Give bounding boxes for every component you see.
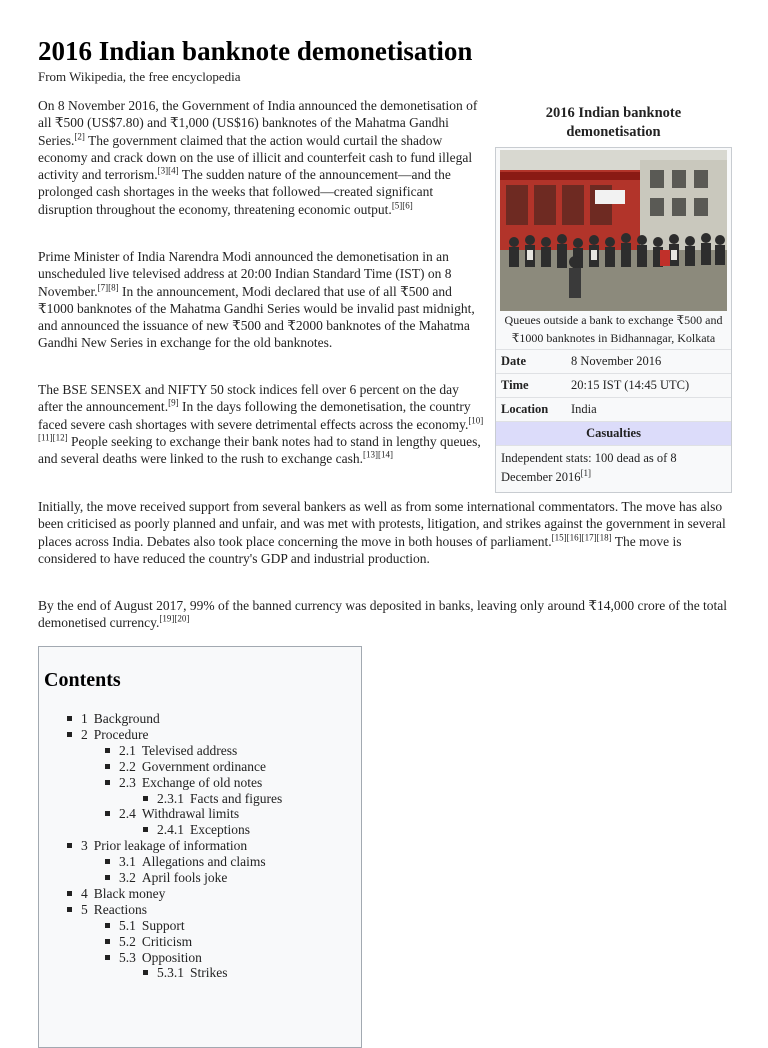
paragraph-deposits: [38, 597, 732, 632]
citation-link[interactable]: [13][14]: [363, 449, 394, 460]
toc-number: 5.1: [119, 917, 136, 933]
toc-number: 1: [81, 711, 88, 726]
toc-item-5[interactable]: [67, 902, 147, 918]
infobox-photo[interactable]: [500, 150, 727, 311]
infobox-casualties: [496, 445, 731, 492]
toc-number: 2.1: [119, 742, 136, 758]
toc-label: Televised address: [141, 742, 238, 758]
bullet-icon: [143, 970, 148, 975]
toc-label: Government ordinance: [141, 758, 266, 774]
toc-label: Support: [141, 917, 185, 933]
toc-number: 2.3: [119, 774, 136, 790]
bullet-icon: [105, 780, 110, 785]
toc-label: April fools joke: [141, 870, 228, 885]
citation-link[interactable]: [7][8]: [97, 282, 119, 293]
infobox-casualties-header: Casualties: [496, 421, 731, 445]
casualties-text: Independent stats: 100 dead as of 8 December 2016: [501, 451, 677, 484]
paragraph-text: People seeking to exchange their bank notes had to stand in lengthy queues, and several deaths were linked to the rush to exchange cash.: [38, 433, 481, 467]
bullet-icon: [105, 764, 110, 769]
bullet-icon: [105, 748, 110, 753]
toc-label: Prior leakage of information: [93, 838, 248, 854]
paragraph-text: Prime Minister of India Narendra Modi announced the demonetisation in an unscheduled live televised address at 20:00 Indian Standard Time (IST) on 8 November.: [38, 249, 452, 299]
toc-item-2-2[interactable]: [105, 759, 266, 775]
bullet-icon: [143, 827, 148, 832]
toc-number: 2.3.1: [157, 790, 184, 806]
citation-link[interactable]: [1]: [580, 467, 591, 478]
bullet-icon: [105, 939, 110, 944]
toc-item-5-1[interactable]: [105, 918, 185, 934]
toc-item-2-3[interactable]: [105, 775, 262, 791]
citation-link[interactable]: [15][16][17][18]: [551, 532, 612, 543]
paragraph-text: In the days following the demonetisation, the country faced severe cash shortages with severe detrimental effects across the economy.: [38, 399, 471, 432]
paragraph-markets: [38, 381, 484, 467]
toc-number: 2.2: [119, 758, 136, 774]
toc-number: 5.2: [119, 933, 136, 949]
bullet-icon: [67, 891, 72, 896]
citation-link[interactable]: [19][20]: [159, 613, 190, 624]
citation-link[interactable]: [3][4]: [157, 165, 179, 176]
infobox-label: Time: [501, 378, 529, 392]
bullet-icon: [105, 923, 110, 928]
infobox-row-location: [496, 397, 731, 421]
citation-link[interactable]: [5][6]: [391, 200, 413, 211]
toc-number: 5: [81, 901, 88, 917]
toc-number: 2.4.1: [157, 822, 184, 838]
toc-label: Strikes: [190, 965, 228, 981]
citation-link[interactable]: [9]: [168, 397, 179, 408]
toc-number: 3.2: [119, 870, 136, 885]
toc-item-1[interactable]: [67, 711, 160, 727]
paragraph-intro: [38, 97, 484, 218]
paragraph-text: By the end of August 2017, 99% of the banned currency was deposited in banks, leaving only around ₹14,000 crore of the total demonetised currency.: [38, 598, 728, 631]
infobox-title: 2016 Indian banknote demonetisation: [545, 105, 682, 140]
bullet-icon: [105, 955, 110, 960]
toc-title: Contents: [44, 669, 121, 691]
toc-item-5-3-1[interactable]: [143, 965, 228, 981]
infobox-label: Location: [501, 402, 549, 416]
infobox-label: Date: [501, 354, 526, 368]
page-title: 2016 Indian banknote demonetisation: [38, 36, 473, 66]
toc-item-4[interactable]: [67, 886, 165, 902]
bullet-icon: [67, 907, 72, 912]
citation-link[interactable]: [2]: [74, 131, 85, 142]
infobox-table: [495, 147, 732, 493]
paragraph-text: Initially, the move received support from several bankers as well as from some international commentators. The move has also been criticised as poorly planned and unfair, and was met with protests, litigation, and strikes against the government in several places across India. Debates also took place concerning the move in both houses of parliament.: [38, 499, 726, 549]
toc-item-2-1[interactable]: [105, 743, 237, 759]
bullet-icon: [105, 859, 110, 864]
bullet-icon: [105, 811, 110, 816]
infobox-caption: Queues outside a bank to exchange ₹500 and ₹1000 banknotes in Bidhannagar, Kolkata: [504, 313, 723, 345]
toc-label: Procedure: [93, 726, 149, 742]
toc-label: Reactions: [93, 901, 147, 917]
toc-label: Opposition: [141, 949, 202, 965]
paragraph-text: The move is considered to have reduced the country's GDP and industrial production.: [38, 533, 682, 566]
toc-item-5-3[interactable]: [105, 950, 202, 966]
bullet-icon: [67, 843, 72, 848]
toc-label: Withdrawal limits: [141, 806, 240, 822]
page-subtitle: From Wikipedia, the free encyclopedia: [38, 69, 241, 84]
toc-label: Allegations and claims: [141, 854, 266, 870]
infobox-value: 20:15 IST (14:45 UTC): [571, 378, 690, 392]
paragraph-reception: [38, 498, 732, 567]
toc-number: 2: [81, 726, 88, 742]
toc-number: 3.1: [119, 854, 136, 870]
toc-item-3-2[interactable]: [105, 870, 227, 886]
infobox: [495, 101, 732, 493]
toc-item-3[interactable]: [67, 838, 247, 854]
toc-item-2-4-1[interactable]: [143, 822, 250, 838]
paragraph-text: The government claimed that the action would curtail the shadow economy and crack down on the use of illicit and counterfeit cash to fund illegal activity and terrorism.: [38, 132, 473, 183]
toc-label: Black money: [93, 885, 166, 901]
toc-item-2-3-1[interactable]: [143, 791, 282, 807]
paragraph-text: On 8 November 2016, the Government of India announced the demonetisation of all ₹500 (US$7.80) and ₹1,000 (US$16) banknotes of the Mahatma Gandhi Series.: [38, 98, 478, 148]
toc-number: 2.4: [119, 806, 136, 822]
bullet-icon: [67, 716, 72, 721]
infobox-row-date: [496, 349, 731, 373]
paragraph-text: The BSE SENSEX and NIFTY 50 stock indices fell over 6 percent on the day after the announcement.: [38, 382, 459, 415]
toc-item-2[interactable]: [67, 727, 148, 743]
infobox-row-time: [496, 373, 731, 397]
bullet-icon: [105, 875, 110, 880]
toc-number: 4: [81, 885, 88, 901]
toc-label: Exchange of old notes: [141, 774, 263, 790]
toc-label: Facts and figures: [190, 790, 283, 806]
paragraph-text: In the announcement, Modi declared that use of all ₹500 and ₹1000 banknotes of the Mahatma Gandhi Series would be invalid past midnight, and announced the issuance of new ₹500 and ₹2000 banknotes of the Mahatma Gandhi New Series in exchange for the old banknotes.: [38, 283, 475, 351]
infobox-value[interactable]: India: [571, 402, 597, 416]
table-of-contents: [38, 646, 362, 1048]
toc-item-5-2[interactable]: [105, 934, 192, 950]
bullet-icon: [67, 732, 72, 737]
toc-item-2-4[interactable]: [105, 806, 239, 822]
toc-number: 5.3.1: [157, 965, 184, 981]
toc-item-3-1[interactable]: [105, 854, 266, 870]
paragraph-text: The sudden nature of the announcement—and the prolonged cash shortages in the weeks that followed—created significant disruption throughout the economy, threatening economic output.: [38, 167, 451, 217]
bullet-icon: [143, 796, 148, 801]
toc-label: Background: [93, 711, 160, 726]
toc-number: 5.3: [119, 949, 136, 965]
toc-number: 3: [81, 838, 88, 854]
toc-label: Exceptions: [190, 822, 250, 838]
infobox-value: 8 November 2016: [571, 354, 662, 368]
paragraph-announcement: [38, 248, 484, 352]
toc-label: Criticism: [141, 933, 193, 949]
citation-link[interactable]: [10][11][12]: [38, 415, 484, 443]
